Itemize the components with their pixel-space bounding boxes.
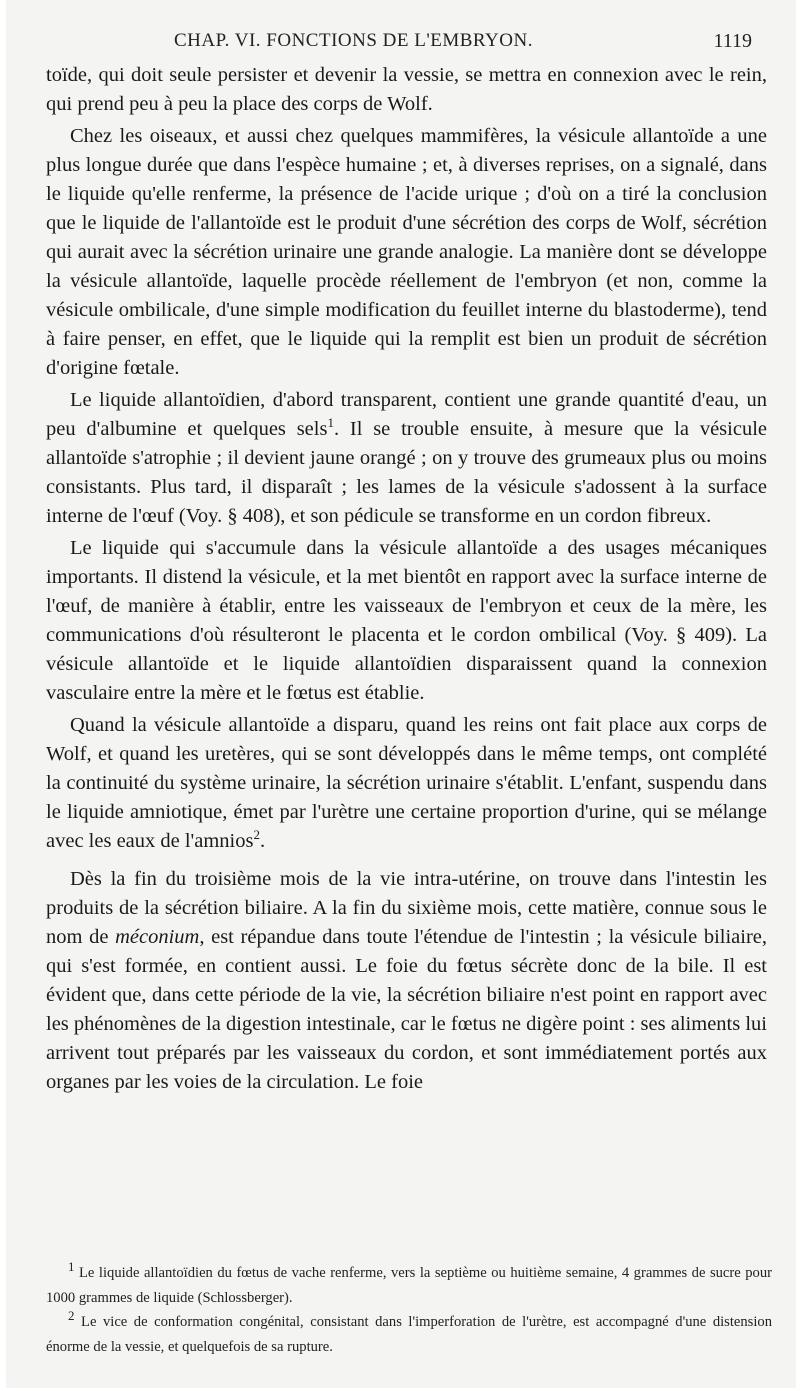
paragraph-2: Chez les oiseaux, et aussi chez quelques mammifères, la vésicule allantoïde a une plus longue durée que dans l'espèce humaine ; et, à diverses reprises, on a signalé, dans le liquide qu'elle renferme, la présence de l'acide urique ; d'où on a tiré la conclusion que le liquide de l'allantoïde est le produit d'une sécrétion des corps de Wolf, sécrétion qui aurait avec la sécrétion urinaire une grande analogie. La manière dont se développe la vésicule allantoïde, laquelle procède réellement de l'embryon (et non, comme la vésicule ombilicale, d'une simple modification du feuillet interne du blastoderme), tend à faire penser, en effet, que le liquide qui la remplit est bien un produit de sécrétion d'origine fœtale.	[46, 125, 767, 379]
footnote-2-mark: 2	[68, 1308, 75, 1324]
footnote-ref-1: 1	[327, 415, 334, 431]
paragraph-1: toïde, qui doit seule persister et devenir la vessie, se mettra en connexion avec le rein, qui prend peu à peu la place des corps de Wolf.	[46, 64, 767, 115]
page-header	[46, 30, 756, 60]
paragraph-3-text-b: . Il se trouble ensuite, à mesure que la vésicule allantoïde s'atrophie ; il devient jaune orangé ; on y trouve des grumeaux plus ou moins consistants. Plus tard, il disparaît ; les lames de la vésicule s'adossent à la surface interne de l'œuf (Voy. § 408), et son pédicule se transforme en un cordon fibreux.	[46, 418, 767, 527]
page-number: 1119	[713, 30, 752, 52]
footnote-1-mark: 1	[68, 1259, 75, 1275]
running-head: CHAP. VI. FONCTIONS DE L'EMBRYON.	[174, 30, 533, 51]
paragraph-3	[46, 386, 767, 531]
paragraph-5	[46, 711, 767, 856]
footnote-2-text: Le vice de conformation congénital, consistant dans l'imperforation de l'urètre, est accompagné d'une distension énorme de la vessie, et quelquefois de sa rupture.	[46, 1314, 773, 1355]
paragraph-5-text-a: Quand la vésicule allantoïde a disparu, quand les reins ont fait place aux corps de Wolf, et quand les uretères, qui se sont développés dans le même temps, ont complété la continuité du système urinaire, la sécrétion urinaire s'établit. L'enfant, suspendu dans le liquide amniotique, émet par l'urètre une certaine proportion d'urine, qui se mélange avec les eaux de l'amnios	[46, 714, 767, 852]
body-text	[46, 61, 767, 1097]
paragraph-6-text-a: Dès la fin du troisième mois de la vie intra-utérine, on trouve dans l'intestin les produits de la sécrétion biliaire. A la fin du sixième mois, cette matière, connue sous le nom de	[46, 868, 767, 948]
paragraph-6	[46, 865, 767, 1097]
paragraph-3-text-a: Le liquide allantoïdien, d'abord transparent, contient une grande quantité d'eau, un peu d'albumine et quelques sels	[46, 389, 767, 440]
footnote-ref-2: 2	[253, 827, 260, 843]
paragraph-5-text-b: .	[259, 830, 266, 852]
footnotes	[46, 1261, 772, 1359]
footnote-2	[46, 1310, 772, 1359]
footnote-1-text: Le liquide allantoïdien du fœtus de vache renferme, vers la septième ou huitième semaine, 4 grammes de sucre pour 1000 grammes de liquide (Schlossberger).	[46, 1265, 773, 1306]
paragraph-6-text-b: , est répandue dans toute l'étendue de l'intestin ; la vésicule biliaire, qui s'est formée, en contient aussi. Le foie du fœtus sécrète donc de la bile. Il est évident que, dans cette période de la vie, la sécrétion biliaire n'est point en rapport avec les phénomènes de la digestion intestinale, car le fœtus ne digère point : ses aliments lui arrivent tout préparés par les vaisseaux du cordon, et sont immédiatement portés aux organes par les voies de la circulation. Le foie	[46, 926, 768, 1093]
paragraph-4: Le liquide qui s'accumule dans la vésicule allantoïde a des usages mécaniques importants. Il distend la vésicule, et la met bientôt en rapport avec la surface interne de l'œuf, de manière à établir, entre les vaisseaux de l'embryon et ceux de la mère, les communications d'où résulteront le placenta et le cordon ombilical (Voy. § 409). La vésicule allantoïde et le liquide allantoïdien disparaissent quand la connexion vasculaire entre la mère et le fœtus est établie.	[46, 537, 767, 704]
paragraph-6-italic-term: méconium	[115, 926, 200, 948]
footnote-1	[46, 1261, 772, 1310]
